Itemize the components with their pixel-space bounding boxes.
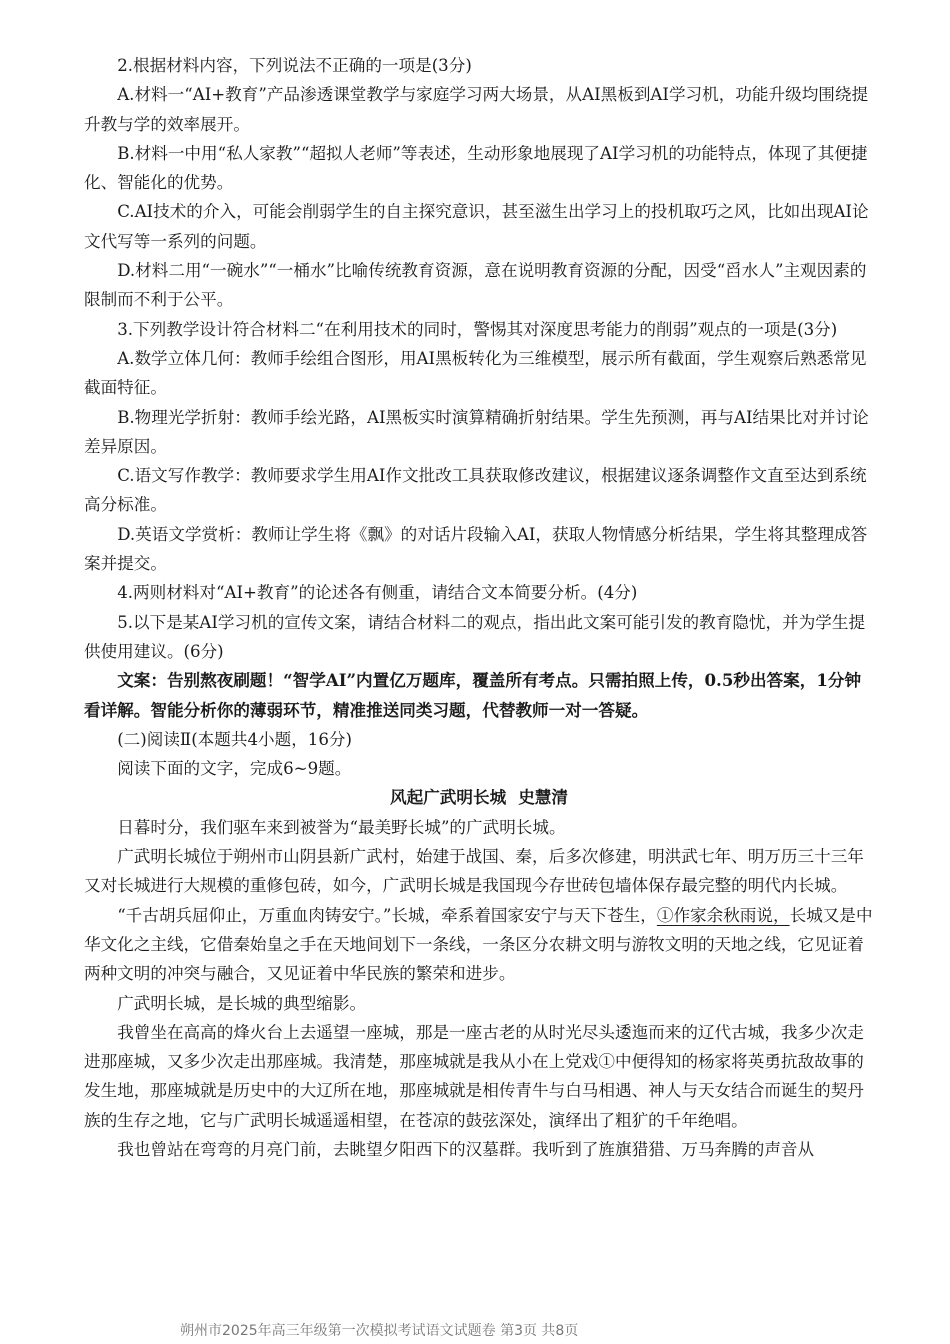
question-3-option-a: A.数学立体几何：教师手绘组合图形，用AI黑板转化为三维模型，展示所有截面，学生观察后熟悉常见截面特征。: [84, 348, 867, 398]
question-4-stem: 4.两则材料对“AI+教育”的论述各有侧重，请结合文本简要分析。(4分): [117, 583, 638, 603]
question-3-option-c: C.语文写作教学：教师要求学生用AI作文批改工具获取修改建议，根据建议逐条调整作文直至达到系统高分标准。: [84, 466, 867, 515]
question-2-option-b: B.材料一中用“私人家教”“超拟人老师”等表述，生动形象地展现了AI学习机的功能特点，体现了其便捷化、智能化的优势。: [84, 143, 868, 193]
article-author: 史慧清: [518, 788, 568, 808]
article-title: 风起广武明长城: [390, 788, 507, 808]
question-2-option-a: A.材料一“AI+教育”产品渗透课堂教学与家庭学习两大场景，从AI黑板到AI学习机，功能升级均围绕提升教与学的效率展开。: [84, 85, 869, 134]
section-instruction: 阅读下面的文字，完成6~9题。: [117, 759, 352, 779]
article-paragraph-5: 我曾坐在高高的烽火台上去遥望一座城，那是一座古老的从时光尽头逶迤而来的辽代古城，我多少次走进那座城，又多少次走出那座城。我清楚，那座城就是我从小在上党戏①中便得知的杨家将英勇抗敌故事的发生地，那座城就是历史中的大辽所在地，那座城就是相传青牛与白马相遇、神人与天女结合而诞生的契丹族的生存之地，它与广武明长城遥遥相望，在苍凉的鼓弦深处，演绎出了粗犷的千年绝唱。: [84, 1022, 864, 1130]
paragraph-3-rest: 长城又是中华文化之主线，它借秦始皇之手在天地间划下一条线，一条区分农耕文明与游牧文明的天地之线，它见证着两种文明的冲突与融合，又见证着中华民族的繁荣和进步。: [84, 905, 873, 984]
question-3-stem: 3.下列教学设计符合材料二“在利用技术的同时，警惕其对深度思考能力的削弱”观点的一项是(3分): [117, 319, 838, 339]
article-paragraph-2: 广武明长城位于朔州市山阴县新广武村，始建于战国、秦，后多次修建，明洪武七年、明万历三十三年又对长城进行大规模的重修包砖，如今，广武明长城是我国现今存世砖包墙体保存最完整的明代内长城。: [84, 847, 864, 896]
article-paragraph-3: [84, 901, 874, 989]
section-heading: (二)阅读Ⅱ(本题共4小题，16分): [117, 729, 352, 749]
question-2-option-d: D.材料二用“一碗水”“一桶水”比喻传统教育资源，意在说明教育资源的分配，因受“舀水人”主观因素的限制而不利于公平。: [84, 261, 867, 310]
question-5-stem: 5.以下是某AI学习机的宣传文案，请结合材料二的观点，指出此文案可能引发的教育隐忧，并为学生提供使用建议。(6分): [84, 612, 866, 661]
question-5-ad-copy: 文案：告别熬夜刷题！“智学AI”内置亿万题库，覆盖所有考点。只需拍照上传，0.5秒出答案，1分钟看详解。智能分析你的薄弱环节，精准推送同类习题，代替教师一对一答疑。: [84, 670, 862, 720]
page-footer: 朔州市2025年高三年级第一次模拟考试语文试题卷 第3页 共8页: [180, 1323, 579, 1339]
question-3-option-b: B.物理光学折射：教师手绘光路，AI黑板实时演算精确折射结果。学生先预测，再与AI结果比对并讨论差异原因。: [84, 407, 869, 456]
article-paragraph-6: 我也曾站在弯弯的月亮门前，去眺望夕阳西下的汉墓群。我听到了旌旗猎猎、万马奔腾的声音从: [117, 1139, 815, 1159]
underlined-sentence-1: ①作家余秋雨说，: [656, 905, 790, 925]
article-paragraph-1: 日暮时分，我们驱车来到被誉为“最美野长城”的广武明长城。: [117, 817, 566, 837]
article-paragraph-4: 广武明长城，是长城的典型缩影。: [117, 993, 367, 1013]
question-2-option-c: C.AI技术的介入，可能会削弱学生的自主探究意识，甚至滋生出学习上的投机取巧之风，比如出现AI论文代写等一系列的问题。: [84, 202, 869, 251]
paragraph-3-quote: “千古胡兵屈仰止，万重血肉铸安宁。”长城，牵系着国家安宁与天下苍生，: [117, 905, 657, 925]
question-3-option-d: D.英语文学赏析：教师让学生将《飘》的对话片段输入AI，获取人物情感分析结果，学生将其整理成答案并提交。: [84, 524, 868, 574]
page-content: [84, 51, 874, 1164]
article-title-line: [84, 783, 874, 812]
question-2-stem: 2.根据材料内容，下列说法不正确的一项是(3分): [117, 56, 472, 75]
